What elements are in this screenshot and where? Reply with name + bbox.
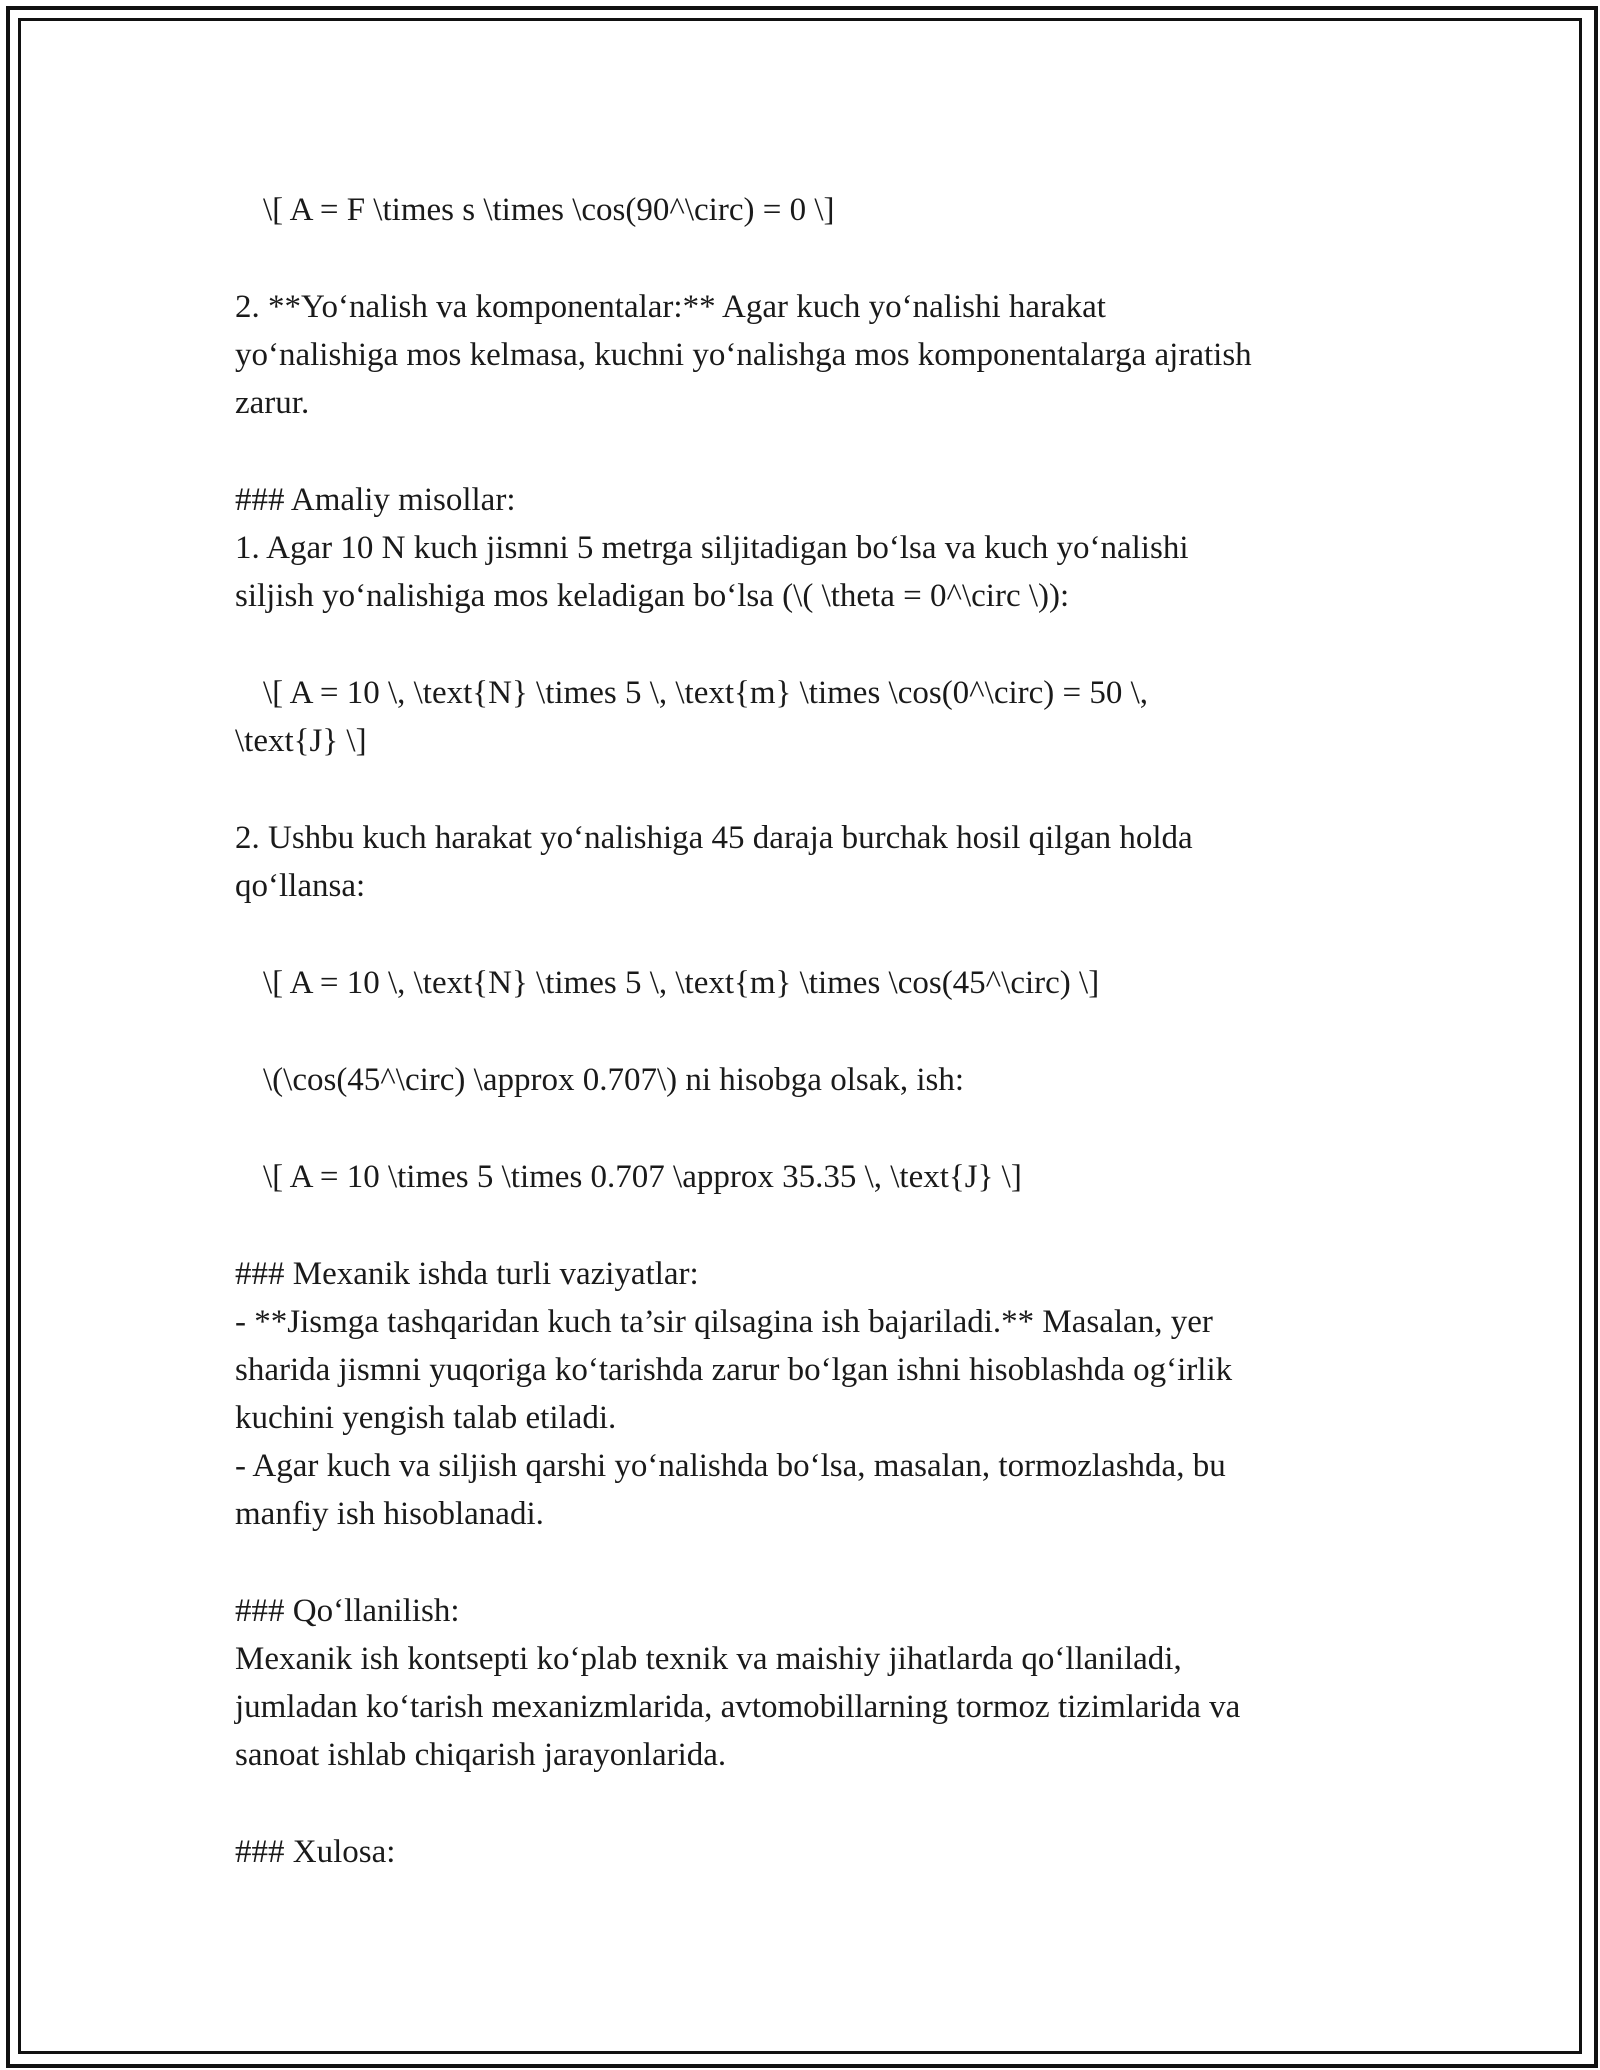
text-line: \[ A = 10 \times 5 \times 0.707 \approx 35.35 \, \text{J} \] — [263, 1159, 1022, 1195]
blank-line — [235, 427, 1395, 476]
text-line: ### Amaliy misollar: — [235, 482, 516, 518]
blank-line — [235, 1538, 1395, 1587]
text-line: ### Xulosa: — [235, 1834, 396, 1870]
text-line: qo‘llansa: — [235, 868, 366, 904]
text-line: kuchini yengish talab etiladi. — [235, 1400, 617, 1436]
blank-line — [235, 234, 1395, 283]
blank-line — [235, 910, 1395, 959]
blank-line — [235, 1104, 1395, 1153]
blank-line — [235, 620, 1395, 669]
text-line: ### Mexanik ishda turli vaziyatlar: — [235, 1256, 699, 1292]
text-line: sanoat ishlab chiqarish jarayonlarida. — [235, 1737, 727, 1773]
text-line: ### Qo‘llanilish: — [235, 1593, 460, 1629]
text-line: \[ A = F \times s \times \cos(90^\circ) = 0 \] — [263, 192, 835, 228]
text-line: - **Jismga tashqaridan kuch ta’sir qilsagina ish bajariladi.** Masalan, yer — [235, 1304, 1213, 1340]
text-line: yo‘nalishiga mos kelmasa, kuchni yo‘nalishga mos komponentalarga ajratish — [235, 337, 1252, 373]
text-line: \text{J} \] — [235, 723, 367, 759]
text-line: Mexanik ish kontsepti ko‘plab texnik va maishiy jihatlarda qo‘llaniladi, — [235, 1641, 1182, 1677]
document-body — [235, 186, 1395, 1876]
text-line: zarur. — [235, 385, 310, 421]
text-line: \[ A = 10 \, \text{N} \times 5 \, \text{m} \times \cos(0^\circ) = 50 \, — [263, 675, 1149, 711]
text-line: 2. **Yo‘nalish va komponentalar:** Agar kuch yo‘nalishi harakat — [235, 289, 1106, 325]
text-line: siljish yo‘nalishiga mos keladigan bo‘lsa (\( \theta = 0^\circ \)): — [235, 578, 1070, 614]
text-line: 2. Ushbu kuch harakat yo‘nalishiga 45 daraja burchak hosil qilgan holda — [235, 820, 1193, 856]
text-line: jumladan ko‘tarish mexanizmlarida, avtomobillarning tormoz tizimlarida va — [235, 1689, 1241, 1725]
text-line: - Agar kuch va siljish qarshi yo‘nalishda bo‘lsa, masalan, tormozlashda, bu — [235, 1448, 1226, 1484]
text-line: manfiy ish hisoblanadi. — [235, 1496, 544, 1532]
text-line: \[ A = 10 \, \text{N} \times 5 \, \text{m} \times \cos(45^\circ) \] — [263, 965, 1100, 1001]
blank-line — [235, 1007, 1395, 1056]
text-line: 1. Agar 10 N kuch jismni 5 metrga siljitadigan bo‘lsa va kuch yo‘nalishi — [235, 530, 1189, 566]
blank-line — [235, 1779, 1395, 1828]
blank-line — [235, 1201, 1395, 1250]
blank-line — [235, 765, 1395, 814]
text-line: sharida jismni yuqoriga ko‘tarishda zarur bo‘lgan ishni hisoblashda og‘irlik — [235, 1352, 1233, 1388]
text-line: \(\cos(45^\circ) \approx 0.707\) ni hisobga olsak, ish: — [263, 1062, 965, 1098]
